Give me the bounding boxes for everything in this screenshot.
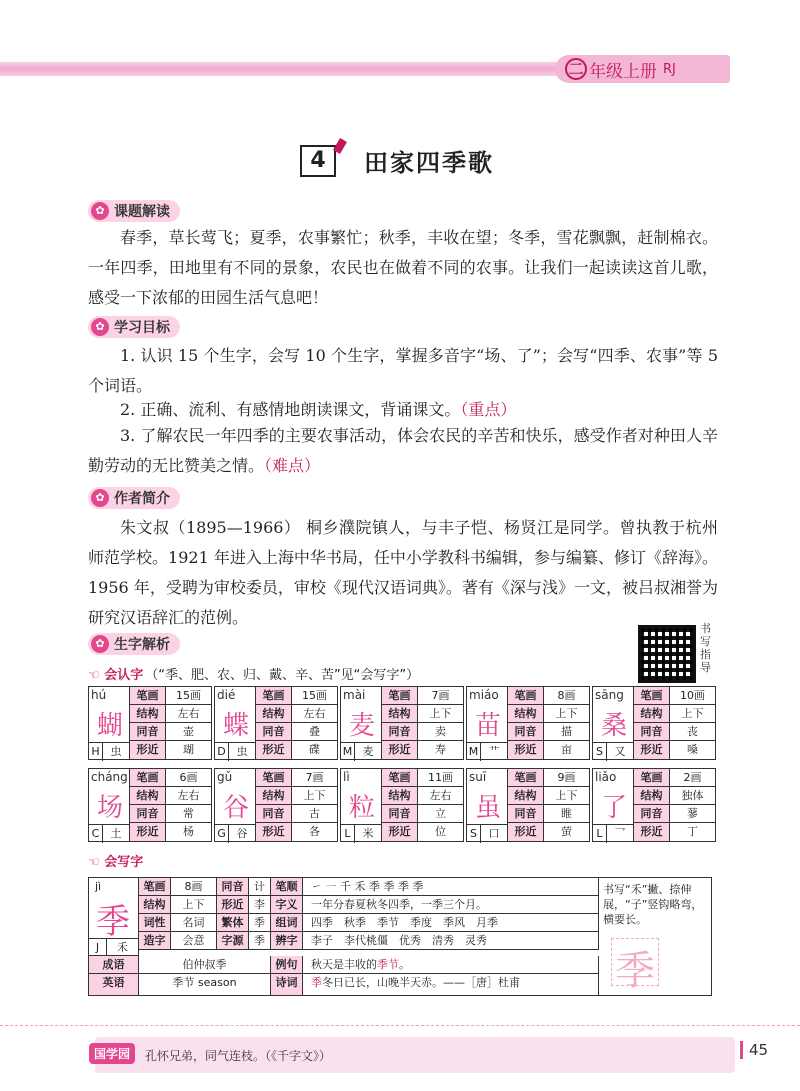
char-card [466, 768, 590, 842]
flower-icon: ✿ [91, 635, 109, 653]
char-card [340, 686, 464, 760]
card-char: 场 [96, 793, 123, 823]
write-radical: 禾 [107, 938, 139, 956]
v-make: 会意 [171, 932, 217, 950]
char-card [592, 768, 716, 842]
v-structure: 上下 [171, 896, 217, 914]
card-value-similar: 瑚 [165, 741, 211, 759]
v-example-hl: 季节 [377, 958, 399, 971]
l-idiom: 成语 [89, 956, 139, 974]
card-radical: 虫 [229, 742, 255, 761]
card-letter: H [89, 742, 103, 761]
grade-tab [555, 55, 730, 83]
char-card [340, 768, 464, 842]
card-pinyin: suī [469, 770, 487, 784]
card-letter: G [215, 824, 229, 843]
card-label-homophone: 同音 [255, 805, 291, 823]
card-label-strokes: 笔画 [129, 687, 165, 705]
v-poem-text: 冬日已长，山晚半天赤。——［唐］杜甫 [322, 976, 520, 989]
card-pinyin: miáo [469, 688, 499, 702]
card-grid [381, 769, 463, 841]
card-pinyin: lì [343, 770, 350, 784]
card-label-homophone: 同音 [633, 805, 669, 823]
char-card [88, 768, 212, 842]
card-grid [633, 769, 715, 841]
card-value-similar: 各 [291, 823, 337, 841]
writing-tip: 书写“禾”撇、捺伸展，“子”竖钩略弯，横要长。 [603, 883, 703, 926]
card-pinyin: cháng [91, 770, 128, 784]
card-label-similar: 形近 [129, 741, 165, 759]
card-value-strokes: 15画 [291, 687, 337, 705]
card-value-similar: 杨 [165, 823, 211, 841]
card-value-strokes: 15画 [165, 687, 211, 705]
card-label-similar: 形近 [633, 823, 669, 841]
card-value-strokes: 11画 [417, 769, 463, 787]
card-value-structure: 左右 [291, 705, 337, 723]
write-label: ☜ 会写字 [88, 851, 143, 870]
card-value-strokes: 7画 [417, 687, 463, 705]
card-label-structure: 结构 [129, 705, 165, 723]
card-value-similar: 位 [417, 823, 463, 841]
write-letter: J [89, 938, 107, 956]
card-radical: 土 [103, 824, 129, 843]
card-grid [129, 769, 211, 841]
lesson-title-text: 田家四季歌 [364, 149, 494, 177]
card-pinyin: mài [343, 688, 366, 702]
write-char: 季 [96, 902, 130, 942]
card-label-structure: 结构 [381, 787, 417, 805]
card-label-similar: 形近 [381, 823, 417, 841]
goal-3 [88, 421, 718, 481]
char-card [466, 686, 590, 760]
v-pos: 名词 [171, 914, 217, 932]
section-intro [88, 200, 180, 222]
card-pinyin: hú [91, 688, 107, 702]
card-value-structure: 上下 [417, 705, 463, 723]
qr-label: 书写指导 [700, 622, 711, 674]
card-grid [381, 687, 463, 759]
card-char: 粒 [348, 793, 375, 823]
card-value-strokes: 6画 [165, 769, 211, 787]
card-pinyin: sāng [595, 688, 624, 702]
goal-2-mark: （重点） [460, 400, 517, 419]
card-label-similar: 形近 [507, 741, 543, 759]
intro-paragraph: 春季，草长莺飞；夏季，农事繁忙；秋季，丰收在望；冬季，雪花飘飘，赶制棉衣。一年四季，田地里有不同的景象，农民也在做着不同的农事。让我们一起读读这首儿歌，感受一下浓郁的田园生活气息吧！ [88, 228, 718, 307]
l-pos: 词性 [139, 914, 171, 932]
card-value-similar: 亩 [543, 741, 589, 759]
footer-divider [0, 1025, 800, 1026]
card-pinyin: gǔ [217, 770, 233, 784]
header-bar [0, 62, 570, 76]
l-similar: 形近 [217, 896, 249, 914]
l-distinguish: 辨字 [271, 932, 303, 950]
card-char: 了 [600, 793, 627, 823]
l-poem: 诗词 [271, 974, 303, 995]
card-label-strokes: 笔画 [255, 769, 291, 787]
card-grid [255, 687, 337, 759]
card-letter: S [593, 742, 607, 761]
card-label-structure: 结构 [633, 705, 669, 723]
card-value-structure: 独体 [669, 787, 715, 805]
l-strokes: 笔画 [139, 878, 171, 896]
write-char-box [89, 878, 139, 956]
card-label-strokes: 笔画 [381, 687, 417, 705]
lesson-number: 4 [300, 145, 336, 177]
card-grid [507, 687, 589, 759]
card-radical: 口 [481, 824, 507, 843]
card-value-strokes: 7画 [291, 769, 337, 787]
grade-text: 年级上册 [589, 61, 657, 82]
card-radical: 谷 [229, 824, 255, 843]
card-value-strokes: 9画 [543, 769, 589, 787]
v-orig: 季 [249, 932, 271, 950]
section-chars-label: 生字解析 [114, 637, 170, 653]
card-letter: D [215, 742, 229, 761]
l-words: 组词 [271, 914, 303, 932]
card-value-strokes: 10画 [669, 687, 715, 705]
v-order: ㇀ ㇐ 千 禾 季 季 季 季 [303, 878, 599, 896]
card-value-structure: 上下 [543, 705, 589, 723]
card-label-similar: 形近 [381, 741, 417, 759]
card-label-homophone: 同音 [507, 723, 543, 741]
goal-3-mark: （难点） [264, 456, 321, 475]
recognize-heading [88, 664, 419, 683]
card-label-homophone: 同音 [255, 723, 291, 741]
card-letter: L [341, 824, 355, 843]
card-label-similar: 形近 [129, 823, 165, 841]
v-strokes: 8画 [171, 878, 217, 896]
l-homophone: 同音 [217, 878, 249, 896]
card-letter: M [467, 742, 481, 761]
v-poem [303, 974, 599, 995]
card-label-strokes: 笔画 [381, 769, 417, 787]
card-letter: M [341, 742, 355, 761]
card-label-structure: 结构 [633, 787, 669, 805]
char-card [592, 686, 716, 760]
section-goals-label: 学习目标 [114, 320, 170, 336]
goal-3-text: 3. 了解农民一年四季的主要农事活动，体会农民的辛苦和快乐，感受作者对种田人辛勤劳动的无比赞美之情。 [88, 426, 718, 475]
footer-text: 孔怀兄弟，同气连枝。（《千字文》） [145, 1048, 332, 1063]
card-label-structure: 结构 [129, 787, 165, 805]
char-card [88, 686, 212, 760]
l-structure: 结构 [139, 896, 171, 914]
card-value-homophone: 睢 [543, 805, 589, 823]
card-label-strokes: 笔画 [507, 769, 543, 787]
card-value-strokes: 2画 [669, 769, 715, 787]
write-pinyin: jì [95, 880, 102, 893]
card-char: 蝴 [96, 711, 123, 741]
card-value-structure: 左右 [165, 705, 211, 723]
card-label-strokes: 笔画 [255, 687, 291, 705]
card-value-similar: 寿 [417, 741, 463, 759]
v-poem-hl: 季 [311, 976, 322, 989]
card-pinyin: dié [217, 688, 236, 702]
card-pinyin: liǎo [595, 770, 617, 784]
section-intro-label: 课题解读 [114, 204, 170, 220]
l-orig: 字源 [217, 932, 249, 950]
char-card [214, 768, 338, 842]
card-label-structure: 结构 [255, 705, 291, 723]
grade-circle: 二 [565, 58, 587, 80]
section-author-label: 作者简介 [114, 491, 170, 507]
card-value-homophone: 立 [417, 805, 463, 823]
footer-banner [95, 1037, 735, 1073]
card-value-structure: 左右 [165, 787, 211, 805]
card-value-structure: 上下 [291, 787, 337, 805]
card-label-strokes: 笔画 [633, 687, 669, 705]
l-trad: 繁体 [217, 914, 249, 932]
char-card [214, 686, 338, 760]
card-label-strokes: 笔画 [129, 769, 165, 787]
card-label-similar: 形近 [507, 823, 543, 841]
card-radical: 艹 [481, 742, 507, 761]
card-radical: 又 [607, 742, 633, 761]
card-value-strokes: 8画 [543, 687, 589, 705]
card-label-homophone: 同音 [633, 723, 669, 741]
card-value-structure: 左右 [417, 787, 463, 805]
card-radical: 米 [355, 824, 381, 843]
card-value-similar: 丁 [669, 823, 715, 841]
card-value-similar: 碟 [291, 741, 337, 759]
card-char: 蝶 [222, 711, 249, 741]
flower-icon: ✿ [91, 489, 109, 507]
writing-tip-char: 季 [611, 938, 659, 986]
flower-icon: ✿ [91, 202, 109, 220]
v-words: 四季 秋季 季节 季度 季风 月季 [303, 914, 599, 932]
v-similar: 李 [249, 896, 271, 914]
card-letter: S [467, 824, 481, 843]
write-heading [88, 851, 145, 870]
card-value-similar: 嗓 [669, 741, 715, 759]
card-value-structure: 上下 [543, 787, 589, 805]
card-radical: 虫 [103, 742, 129, 761]
recognize-note: （“季、肥、农、归、戴、辛、苦”见“会写字”） [145, 668, 420, 683]
card-label-similar: 形近 [255, 741, 291, 759]
l-order: 笔顺 [271, 878, 303, 896]
card-char: 虽 [474, 793, 501, 823]
section-goals [88, 316, 180, 338]
edition-label: RJ [663, 61, 676, 77]
card-grid [507, 769, 589, 841]
card-value-homophone: 古 [291, 805, 337, 823]
card-label-homophone: 同音 [129, 805, 165, 823]
card-label-structure: 结构 [255, 787, 291, 805]
author-paragraph: 朱文叔（1895—1966） 桐乡濮院镇人，与丰子恺、杨贤江是同学。曾执教于杭州师范学校。1921 年进入上海中华书局，任中小学教科书编辑，参与编纂、修订《辞海》。1956 年，受聘为审校委员，审校《现代汉语词典》。著有《深与浅》一文，被吕叔湘誉为研究汉语辞汇的范例。 [88, 518, 718, 627]
card-grid [633, 687, 715, 759]
card-label-homophone: 同音 [507, 805, 543, 823]
v-homophone: 计 [249, 878, 271, 896]
card-label-homophone: 同音 [381, 723, 417, 741]
card-radical: 乛 [607, 824, 633, 843]
card-label-homophone: 同音 [129, 723, 165, 741]
card-char: 苗 [474, 711, 501, 741]
card-value-homophone: 丧 [669, 723, 715, 741]
l-english: 英语 [89, 974, 139, 995]
card-label-homophone: 同音 [381, 805, 417, 823]
card-label-structure: 结构 [507, 787, 543, 805]
card-value-homophone: 叠 [291, 723, 337, 741]
v-example-pre: 秋天是丰收的 [311, 958, 377, 971]
card-grid [129, 687, 211, 759]
l-meaning: 字义 [271, 896, 303, 914]
card-letter: L [593, 824, 607, 843]
card-label-similar: 形近 [255, 823, 291, 841]
goal-2-text: 2. 正确、流利、有感情地朗读课文，背诵课文。 [120, 400, 461, 419]
card-label-structure: 结构 [381, 705, 417, 723]
v-example [303, 956, 599, 974]
card-value-homophone: 常 [165, 805, 211, 823]
l-example: 例句 [271, 956, 303, 974]
card-value-homophone: 卖 [417, 723, 463, 741]
card-value-homophone: 蓼 [669, 805, 715, 823]
card-label-similar: 形近 [633, 741, 669, 759]
footer-badge: 国学园 [89, 1043, 135, 1064]
card-char: 麦 [348, 711, 375, 741]
card-char: 谷 [222, 793, 249, 823]
card-value-similar: 萤 [543, 823, 589, 841]
recognize-label: ☜ 会认字 [88, 664, 143, 683]
section-author [88, 487, 180, 509]
card-label-strokes: 笔画 [507, 687, 543, 705]
v-idiom: 伯仲叔季 [139, 956, 271, 974]
card-grid [255, 769, 337, 841]
v-meaning: 一年分春夏秋冬四季，一季三个月。 [303, 896, 599, 914]
v-example-post: 。 [399, 958, 410, 971]
v-distinguish: 李子 李代桃僵 优秀 清秀 灵秀 [303, 932, 599, 950]
card-value-homophone: 描 [543, 723, 589, 741]
goal-1: 1. 认识 15 个生字，会写 10 个生字，掌握多音字“场、了”；会写“四季、农事”等 5 个词语。 [88, 346, 718, 395]
card-char: 桑 [600, 711, 627, 741]
page-number: 45 [740, 1041, 768, 1059]
l-make: 造字 [139, 932, 171, 950]
card-label-strokes: 笔画 [633, 769, 669, 787]
card-value-structure: 上下 [669, 705, 715, 723]
section-chars [88, 633, 180, 655]
card-letter: C [89, 824, 103, 843]
write-table [88, 877, 712, 996]
lesson-title [300, 143, 494, 178]
card-label-structure: 结构 [507, 705, 543, 723]
v-trad: 季 [249, 914, 271, 932]
v-english: 季节 season [139, 974, 271, 995]
card-value-homophone: 壶 [165, 723, 211, 741]
flower-icon: ✿ [91, 318, 109, 336]
qr-code[interactable] [638, 625, 696, 683]
card-radical: 麦 [355, 742, 381, 761]
